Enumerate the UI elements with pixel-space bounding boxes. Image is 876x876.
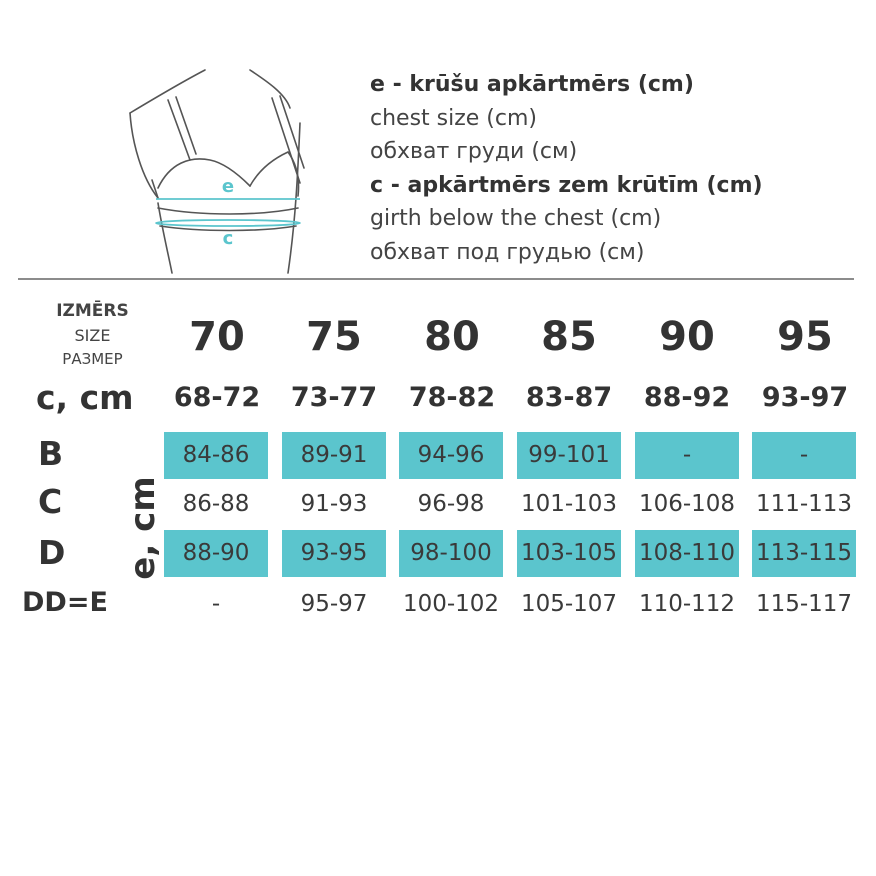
- cup-cell-d-90: 108-110: [635, 530, 739, 577]
- size-85: 85: [541, 314, 597, 360]
- c-row-label: c, cm: [36, 378, 134, 417]
- cup-cell-b-80: 94-96: [399, 432, 503, 479]
- measurement-legend: [370, 68, 763, 269]
- c-value: 68-72: [173, 382, 261, 413]
- cup-cell-b-70: 84-86: [164, 432, 268, 479]
- cup-cell-d-70: 88-90: [164, 530, 268, 577]
- bra-band-top: [158, 208, 298, 214]
- cup-cell-c-85: 101-103: [520, 491, 618, 517]
- legend-e-title: e - krūšu apkārtmērs (cm): [370, 72, 694, 97]
- legend-e-en: chest size (cm): [370, 105, 537, 131]
- cup-cell-b-90: -: [635, 432, 739, 479]
- size-80: 80: [424, 314, 480, 360]
- cup-cell-c-70: 86-88: [182, 491, 250, 517]
- divider: [18, 278, 854, 280]
- cup-cell-dde-70: -: [211, 591, 221, 617]
- cup-label-b: B: [38, 434, 64, 473]
- right-cup: [250, 152, 299, 196]
- cup-cell-c-95: 111-113: [755, 491, 853, 517]
- size-header-en: SIZE: [74, 326, 111, 345]
- left-torso-outline: [158, 203, 172, 273]
- cup-cell-d-80: 98-100: [399, 530, 503, 577]
- e-mark: e: [221, 176, 235, 197]
- size-95: 95: [777, 314, 833, 360]
- left-shoulder-outline: [130, 70, 205, 113]
- cup-cell-d-95: 113-115: [752, 530, 856, 577]
- c-value: 73-77: [290, 382, 378, 413]
- right-torso-outline: [288, 123, 300, 273]
- cup-cell-dde-85: 105-107: [520, 591, 618, 617]
- cup-label-c: C: [38, 482, 63, 521]
- c-value: 83-87: [525, 382, 613, 413]
- c-value: 78-82: [408, 382, 496, 413]
- cup-cell-dde-80: 100-102: [402, 591, 500, 617]
- c-measure-line: [156, 220, 300, 226]
- legend-c-ru: обхват под грудью (см): [370, 239, 645, 265]
- legend-c-en: girth below the chest (cm): [370, 206, 662, 231]
- cup-cell-dde-75: 95-97: [300, 591, 368, 617]
- left-strap: [168, 100, 190, 160]
- right-shoulder-outline: [250, 70, 290, 108]
- cup-cell-b-75: 89-91: [282, 432, 386, 479]
- left-strap-inner: [176, 97, 196, 154]
- size-header-ru: РАЗМЕР: [62, 350, 123, 368]
- left-cup: [158, 159, 250, 188]
- legend-e-ru: обхват груди (см): [370, 139, 578, 164]
- size-header-lv: IZMĒRS: [56, 301, 129, 321]
- cup-cell-b-95: -: [752, 432, 856, 479]
- legend-c-title: c - apkārtmērs zem krūtīm (cm): [370, 172, 763, 198]
- e-axis-label: e, cm: [123, 476, 163, 580]
- cup-cell-d-75: 93-95: [282, 530, 386, 577]
- cup-cell-c-90: 106-108: [638, 491, 736, 517]
- cup-cell-dde-90: 110-112: [638, 591, 736, 617]
- c-value: 93-97: [761, 382, 849, 413]
- cup-cell-b-85: 99-101: [517, 432, 621, 479]
- size-70: 70: [189, 314, 245, 360]
- bra-illustration: [110, 68, 330, 278]
- cup-cell-c-75: 91-93: [300, 491, 368, 517]
- size-90: 90: [659, 314, 715, 360]
- c-mark: c: [222, 228, 234, 249]
- size-75: 75: [306, 314, 362, 360]
- cup-cell-d-85: 103-105: [517, 530, 621, 577]
- cup-label-d: D: [38, 533, 66, 572]
- cup-cell-c-80: 96-98: [417, 491, 485, 517]
- c-value: 88-92: [643, 382, 731, 413]
- cup-label-dd-e: DD=E: [22, 587, 108, 618]
- cup-cell-dde-95: 115-117: [755, 591, 853, 617]
